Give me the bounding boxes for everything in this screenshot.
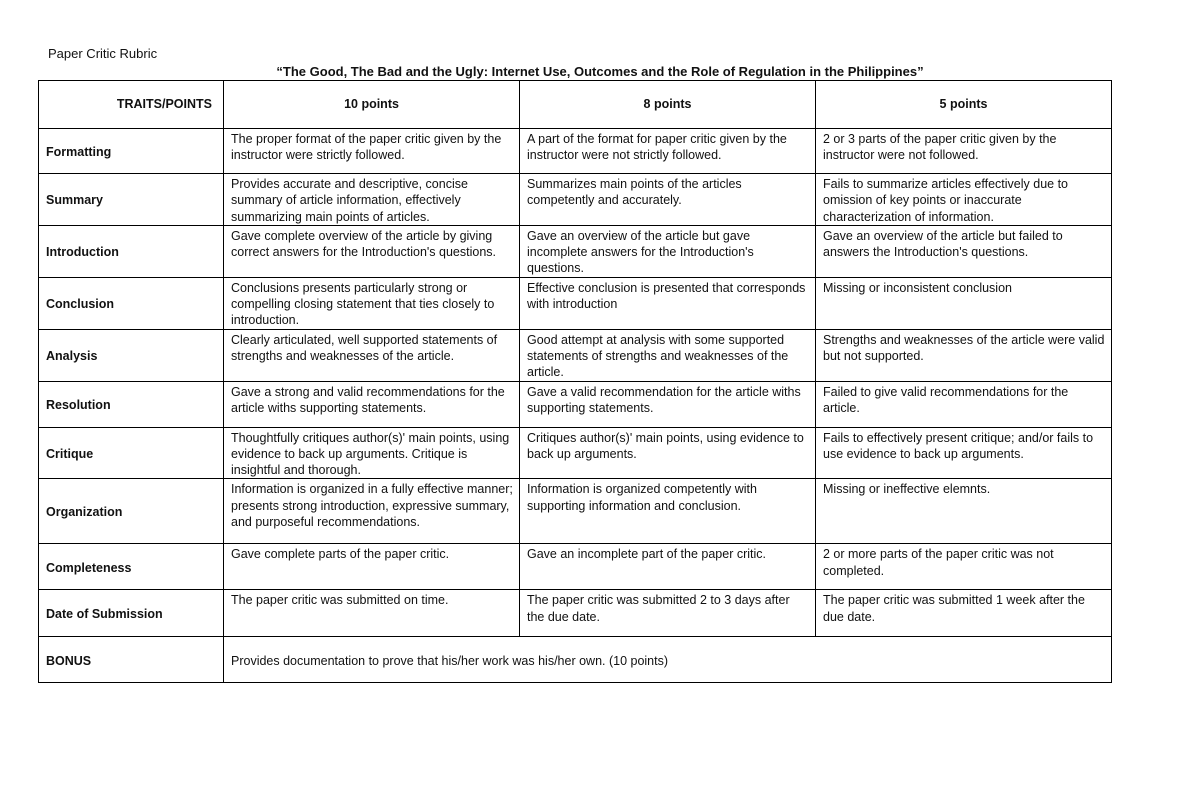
- table-row: [39, 381, 1112, 427]
- table-row: [39, 329, 1112, 381]
- table-row: [39, 544, 1112, 590]
- criterion-cell: Fails to summarize articles effectively due to omission of key points or inaccurate characterization of information.: [816, 174, 1112, 226]
- trait-date-of-submission: Date of Submission: [39, 590, 224, 637]
- trait-bonus: BONUS: [39, 637, 224, 683]
- criterion-cell: Effective conclusion is presented that corresponds with introduction: [520, 277, 816, 329]
- trait-formatting: Formatting: [39, 129, 224, 174]
- table-row: [39, 174, 1112, 226]
- criterion-cell: The paper critic was submitted on time.: [224, 590, 520, 637]
- table-row: [39, 590, 1112, 637]
- bonus-row: [39, 637, 1112, 683]
- criterion-cell: Fails to effectively present critique; and/or fails to use evidence to back up arguments.: [816, 427, 1112, 479]
- criterion-cell: Gave a strong and valid recommendations for the article withs supporting statements.: [224, 381, 520, 427]
- criterion-cell: Provides accurate and descriptive, concise summary of article information, effectively summarizing main points of articles.: [224, 174, 520, 226]
- header-10-points: 10 points: [224, 81, 520, 129]
- table-row: [39, 479, 1112, 544]
- criterion-cell: Conclusions presents particularly strong or compelling closing statement that ties closely to introduction.: [224, 277, 520, 329]
- criterion-cell: Critiques author(s)' main points, using evidence to back up arguments.: [520, 427, 816, 479]
- trait-critique: Critique: [39, 427, 224, 479]
- criterion-cell: The proper format of the paper critic given by the instructor were strictly followed.: [224, 129, 520, 174]
- table-row: [39, 427, 1112, 479]
- criterion-cell: The paper critic was submitted 1 week after the due date.: [816, 590, 1112, 637]
- criterion-cell: Summarizes main points of the articles competently and accurately.: [520, 174, 816, 226]
- criterion-cell: Gave complete parts of the paper critic.: [224, 544, 520, 590]
- criterion-cell: Information is organized competently with supporting information and conclusion.: [520, 479, 816, 544]
- criterion-cell: Gave an overview of the article but failed to answers the Introduction's questions.: [816, 225, 1112, 277]
- criterion-cell: Gave complete overview of the article by giving correct answers for the Introduction's questions.: [224, 225, 520, 277]
- criterion-cell: Gave an incomplete part of the paper critic.: [520, 544, 816, 590]
- rubric-table: [38, 80, 1112, 683]
- trait-organization: Organization: [39, 479, 224, 544]
- document-heading: Paper Critic Rubric: [48, 46, 158, 61]
- table-row: [39, 277, 1112, 329]
- trait-resolution: Resolution: [39, 381, 224, 427]
- criterion-cell: 2 or more parts of the paper critic was not completed.: [816, 544, 1112, 590]
- criterion-cell: Gave a valid recommendation for the article withs supporting statements.: [520, 381, 816, 427]
- table-row: [39, 129, 1112, 174]
- criterion-cell: Clearly articulated, well supported statements of strengths and weaknesses of the article.: [224, 329, 520, 381]
- trait-summary: Summary: [39, 174, 224, 226]
- header-5-points: 5 points: [816, 81, 1112, 129]
- criterion-cell: A part of the format for paper critic given by the instructor were not strictly followed.: [520, 129, 816, 174]
- trait-completeness: Completeness: [39, 544, 224, 590]
- bonus-description: Provides documentation to prove that his/her work was his/her own. (10 points): [224, 637, 1112, 683]
- criterion-cell: Missing or inconsistent conclusion: [816, 277, 1112, 329]
- criterion-cell: Information is organized in a fully effective manner; presents strong introduction, expressive summary, and purposeful recommendations.: [224, 479, 520, 544]
- criterion-cell: Gave an overview of the article but gave incomplete answers for the Introduction's questions.: [520, 225, 816, 277]
- trait-conclusion: Conclusion: [39, 277, 224, 329]
- criterion-cell: The paper critic was submitted 2 to 3 days after the due date.: [520, 590, 816, 637]
- header-row: [39, 81, 1112, 129]
- criterion-cell: 2 or 3 parts of the paper critic given by the instructor were not followed.: [816, 129, 1112, 174]
- criterion-cell: Strengths and weaknesses of the article were valid but not supported.: [816, 329, 1112, 381]
- header-8-points: 8 points: [520, 81, 816, 129]
- criterion-cell: Failed to give valid recommendations for the article.: [816, 381, 1112, 427]
- trait-analysis: Analysis: [39, 329, 224, 381]
- criterion-cell: Good attempt at analysis with some supported statements of strengths and weaknesses of the article.: [520, 329, 816, 381]
- trait-introduction: Introduction: [39, 225, 224, 277]
- table-row: [39, 225, 1112, 277]
- header-traits: TRAITS/POINTS: [39, 81, 224, 129]
- document-title: “The Good, The Bad and the Ugly: Internet Use, Outcomes and the Role of Regulation in the Philippines”: [276, 64, 924, 79]
- criterion-cell: Missing or ineffective elemnts.: [816, 479, 1112, 544]
- criterion-cell: Thoughtfully critiques author(s)' main points, using evidence to back up arguments. Critique is insightful and thorough.: [224, 427, 520, 479]
